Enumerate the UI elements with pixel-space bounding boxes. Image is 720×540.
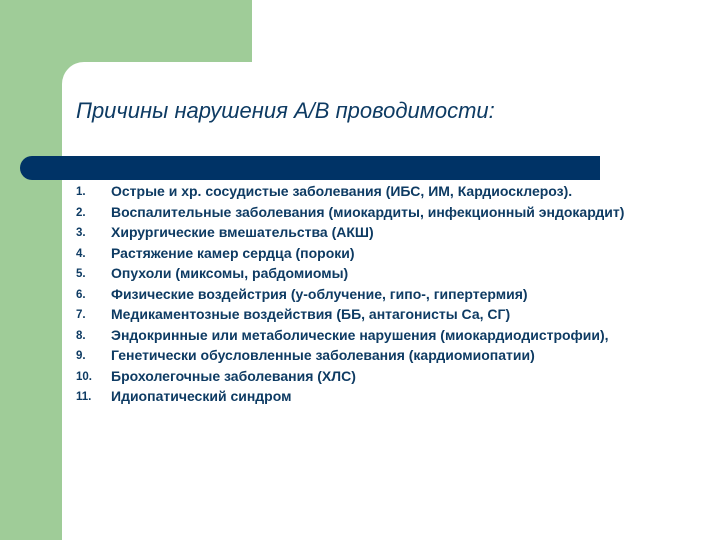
list-item-number: 1.	[76, 186, 86, 198]
list-item-1	[76, 183, 716, 199]
list-item-text: Идиопатический синдром	[111, 388, 292, 404]
list-item-11	[76, 388, 716, 404]
list-item-text: Брохолегочные заболевания (ХЛС)	[111, 367, 356, 384]
list-item-7	[76, 306, 716, 322]
list-item-4	[76, 245, 716, 261]
slide-title: Причины нарушения А/В проводимости:	[76, 98, 495, 123]
list-item-text: Опухоли (миксомы, рабдомиомы)	[111, 265, 349, 281]
list-item-3	[76, 224, 716, 240]
list-item-number: 8.	[76, 329, 86, 342]
list-item-number: 9.	[76, 350, 86, 362]
list-item-text: Генетически обусловленные заболевания (кардиомиопатии)	[111, 347, 535, 363]
list-item-number: 6.	[76, 288, 86, 301]
list-item-number: 7.	[76, 309, 86, 321]
list-item-number: 5.	[76, 268, 86, 280]
list-item-number: 3.	[76, 227, 86, 239]
list-item-number: 4.	[76, 247, 86, 260]
list-item-9	[76, 347, 716, 363]
list-item-text: Растяжение камер сердца (пороки)	[111, 244, 355, 261]
list-item-text: Медикаментозные воздействия (ББ, антагонисты Са, СГ)	[111, 306, 511, 322]
list-item-number: 11.	[76, 391, 92, 403]
list-item-6	[76, 286, 716, 302]
list-item-2	[76, 204, 716, 220]
list-item-5	[76, 265, 716, 281]
list-item-text: Острые и хр. сосудистые заболевания (ИБС, ИМ, Кардиосклероз).	[111, 183, 573, 199]
list-item-number: 10.	[76, 370, 92, 383]
list-item-text: Эндокринные или метаболические нарушения (миокардиодистрофии),	[111, 326, 609, 343]
list-item-10	[76, 368, 716, 384]
list-item-8	[76, 327, 716, 343]
causes-list	[76, 183, 716, 409]
list-item-number: 2.	[76, 206, 86, 219]
list-item-text: Хирургические вмешательства (АКШ)	[111, 224, 374, 240]
list-item-text: Физические воздейстрия (у-облучение, гипо-, гипертермия)	[111, 285, 528, 302]
title-underline-bar	[20, 156, 600, 180]
list-item-text: Воспалительные заболевания (миокардиты, инфекционный эндокардит)	[111, 203, 625, 220]
